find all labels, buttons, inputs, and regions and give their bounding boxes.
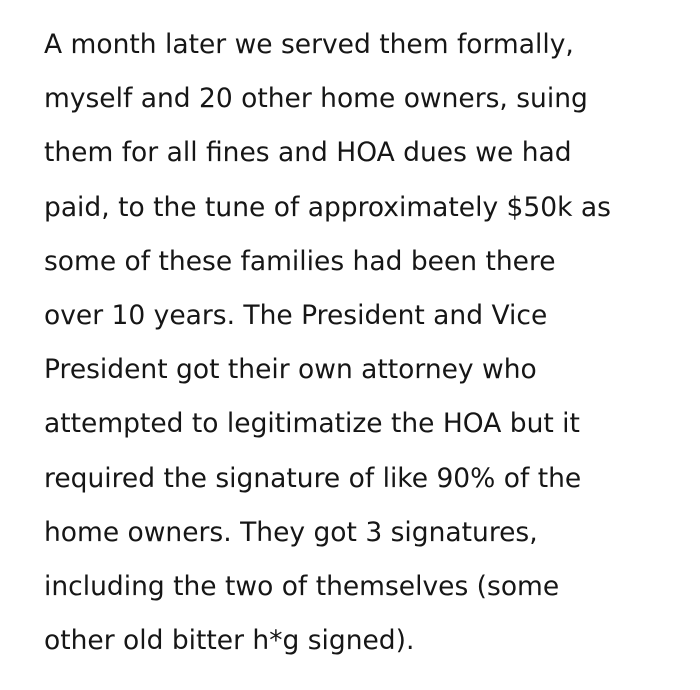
text-line-4: paid, to the tune of approximately $50k as [44,191,611,223]
text-line-3: them for all fines and HOA dues we had [44,137,572,169]
text-line-9: required the signature of like 90% of the [44,462,582,494]
text-line-10: home owners. They got 3 signatures, [44,516,538,548]
text-line-5: some of these families had been there [44,245,556,277]
text-line-7: President got their own attorney who [44,354,537,386]
text-line-2: myself and 20 other home owners, suing [44,83,588,115]
text-line-11: including the two of themselves (some [44,571,560,603]
text-line-6: over 10 years. The President and Vice [44,300,548,332]
text-line-1: A month later we served them formally, [44,29,574,60]
text-line-8: attempted to legitimatize the HOA but it [44,408,580,440]
story-text [44,18,684,668]
text-line-12: other old bitter h*g signed). [44,625,415,657]
